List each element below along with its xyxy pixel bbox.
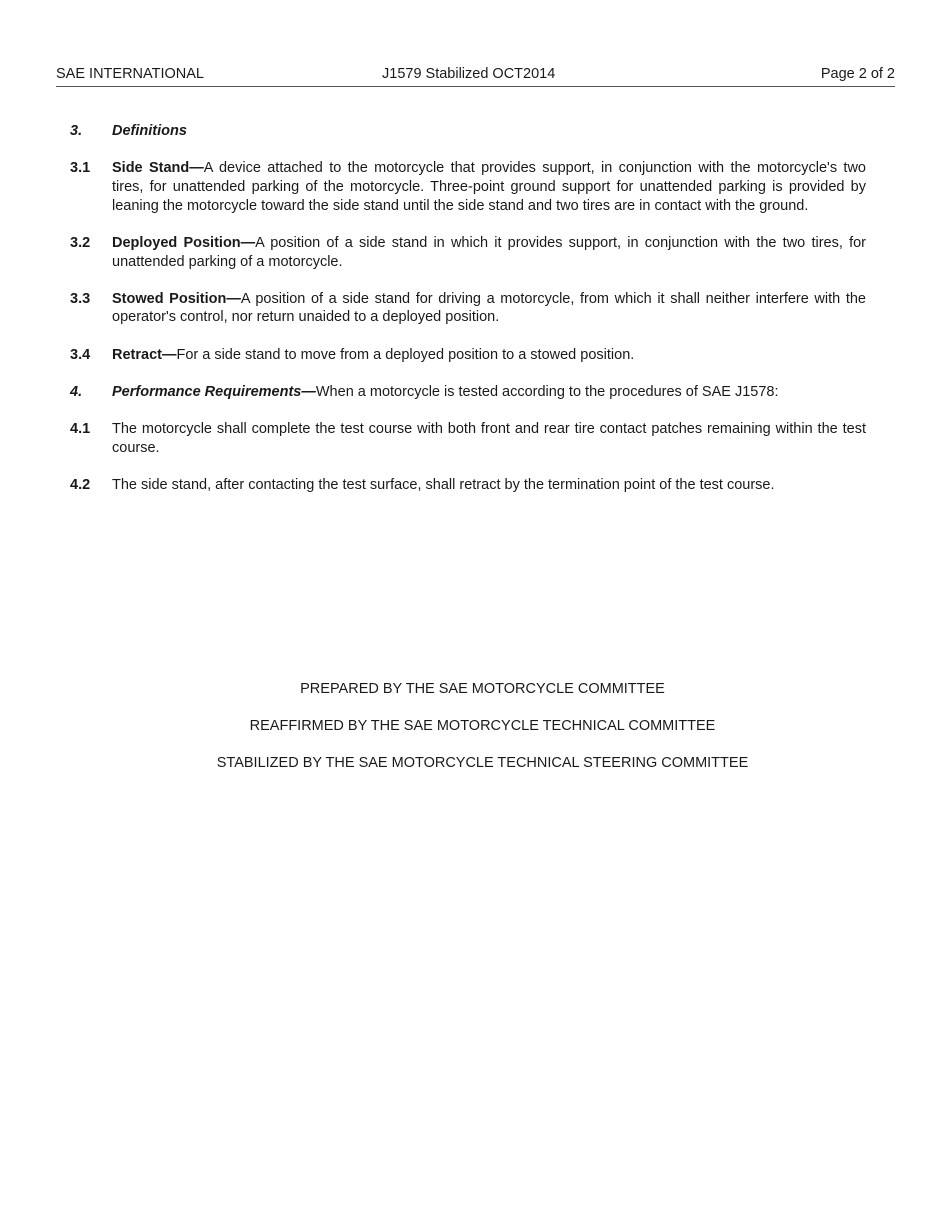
definition-text: A device attached to the motorcycle that provides support, in conjunction with the motorcycle's two tires, for unattended parking of the motorcycle. Three-point ground support for unattended parking is provided by leaning the motorcycle toward the side stand until the side stand and two tires are in contact with the ground. bbox=[112, 160, 866, 214]
section-number: 3.1 bbox=[70, 160, 91, 177]
requirement-text: The motorcycle shall complete the test course with both front and rear tire contact patches remaining within the test course. bbox=[112, 421, 866, 456]
definition-retract bbox=[70, 346, 866, 365]
requirement-4-2 bbox=[70, 476, 866, 495]
section-number: 3.3 bbox=[70, 290, 91, 307]
section-title: Definitions bbox=[112, 123, 187, 139]
section-title: Performance Requirements— bbox=[112, 383, 316, 400]
committee-statements bbox=[0, 681, 950, 792]
requirement-text: The side stand, after contacting the test surface, shall retract by the termination point of the test course. bbox=[112, 476, 775, 493]
header-page-number: Page 2 of 2 bbox=[820, 66, 895, 82]
definition-stowed-position bbox=[70, 290, 866, 327]
committee-prepared: PREPARED BY THE SAE MOTORCYCLE COMMITTEE bbox=[300, 681, 665, 697]
definition-text: For a side stand to move from a deployed position to a stowed position. bbox=[176, 346, 635, 363]
page-header bbox=[56, 66, 895, 87]
definition-deployed-position bbox=[70, 234, 866, 271]
header-document-id: J1579 Stabilized OCT2014 bbox=[382, 66, 556, 82]
definition-term: Stowed Position— bbox=[112, 290, 241, 307]
definition-side-stand bbox=[70, 159, 866, 215]
definition-text: A position of a side stand in which it provides support, in conjunction with the two tires, for unattended parking of a motorcycle. bbox=[112, 234, 866, 270]
section-number: 4.1 bbox=[70, 421, 91, 438]
header-organization: SAE INTERNATIONAL bbox=[56, 66, 204, 82]
document-body bbox=[70, 122, 866, 513]
section-performance-requirements bbox=[70, 383, 866, 402]
committee-stabilized: STABILIZED BY THE SAE MOTORCYCLE TECHNICAL STEERING COMMITTEE bbox=[216, 755, 749, 771]
definition-term: Retract— bbox=[112, 346, 177, 363]
section-number: 3.4 bbox=[70, 346, 91, 363]
committee-reaffirmed: REAFFIRMED BY THE SAE MOTORCYCLE TECHNICAL COMMITTEE bbox=[249, 718, 716, 734]
definition-term: Side Stand— bbox=[112, 160, 204, 177]
section-text: When a motorcycle is tested according to the procedures of SAE J1578: bbox=[315, 383, 779, 400]
requirement-4-1 bbox=[70, 420, 866, 457]
definition-text: A position of a side stand for driving a motorcycle, from which it shall neither interfere with the operator's control, nor return unaided to a deployed position. bbox=[112, 290, 866, 326]
section-definitions-heading bbox=[70, 122, 866, 141]
section-number: 3.2 bbox=[70, 234, 91, 251]
section-number: 4.2 bbox=[70, 476, 91, 493]
section-number: 3. bbox=[70, 123, 83, 139]
section-number: 4. bbox=[70, 383, 83, 400]
definition-term: Deployed Position— bbox=[112, 234, 256, 251]
